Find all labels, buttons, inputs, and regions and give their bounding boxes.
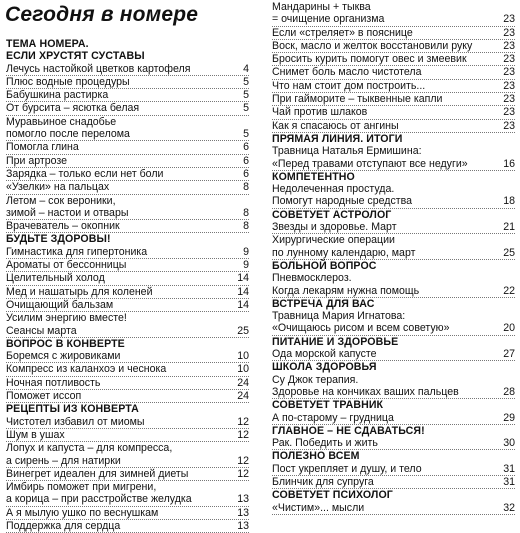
entry-page-number: 23 <box>503 26 515 39</box>
entry-title: а сирень – для натирки <box>6 454 121 467</box>
contents-entry <box>272 322 515 335</box>
contents-entry <box>6 63 249 76</box>
contents-entry <box>272 374 515 386</box>
contents-entry <box>272 310 515 322</box>
entry-page-number: 14 <box>237 285 249 298</box>
contents-entry <box>272 221 515 234</box>
contents-entry <box>6 520 249 533</box>
contents-entry <box>6 468 249 481</box>
entry-page-number: 12 <box>237 415 249 428</box>
entry-page-number: 31 <box>503 475 515 488</box>
entry-title: Поддержка для сердца <box>6 519 121 532</box>
contents-entry <box>272 437 515 450</box>
entry-title: «Узелки» на пальцах <box>6 181 110 194</box>
entry-page-number: 12 <box>237 428 249 441</box>
entry-title: Плюс водные процедуры <box>6 75 130 88</box>
section-heading <box>6 38 249 50</box>
entry-title: = очищение организма <box>272 13 385 26</box>
contents-entry <box>272 1 515 13</box>
contents-entry <box>6 507 249 520</box>
entry-title: Ароматы от бессонницы <box>6 259 127 272</box>
section-heading <box>6 338 249 350</box>
contents-entry <box>6 455 249 468</box>
entry-title: а корица – при расстройстве желудка <box>6 493 192 506</box>
entry-page-number: 9 <box>243 245 249 258</box>
entry-title: «Перед травами отступают все недуги» <box>272 157 468 170</box>
contents-entry <box>6 128 249 141</box>
section-heading-text: ПРЯМАЯ ЛИНИЯ. ИТОГИ <box>272 132 403 145</box>
entry-page-number: 23 <box>503 79 515 92</box>
entry-title: Помогла глина <box>6 141 79 154</box>
entry-title: Ночная потливость <box>6 376 101 389</box>
contents-entry <box>272 13 515 26</box>
contents-entry <box>272 285 515 298</box>
entry-page-number: 10 <box>237 350 249 363</box>
section-heading <box>272 171 515 183</box>
entry-page-number: 25 <box>503 246 515 259</box>
entry-title: Имбирь поможет при мигрени, <box>6 481 157 494</box>
entry-page-number: 13 <box>237 519 249 532</box>
contents-entry <box>272 386 515 399</box>
entry-title: «Чистим»... мысли <box>272 501 365 514</box>
entry-title: Целительный холод <box>6 272 105 285</box>
contents-entry <box>6 286 249 299</box>
contents-entry <box>6 325 249 338</box>
entry-title: зимой – настои и отвары <box>6 206 129 219</box>
section-heading <box>272 133 515 145</box>
contents-entry <box>6 390 249 403</box>
entry-page-number: 10 <box>237 363 249 376</box>
contents-entry <box>272 145 515 157</box>
contents-entry <box>6 272 249 285</box>
entry-page-number: 23 <box>503 106 515 119</box>
contents-entry <box>272 195 515 208</box>
entry-page-number: 14 <box>237 298 249 311</box>
entry-title: Гимнастика для гипертоника <box>6 245 148 258</box>
contents-entry <box>272 183 515 195</box>
contents-entry <box>6 195 249 207</box>
contents-column-right <box>272 1 515 515</box>
contents-entry <box>6 299 249 312</box>
entry-title: Блинчик для супруга <box>272 475 374 488</box>
section-heading <box>6 403 249 415</box>
section-heading-text: ПИТАНИЕ И ЗДОРОВЬЕ <box>272 335 399 348</box>
contents-entry <box>272 247 515 260</box>
section-heading-text: БУДЬТЕ ЗДОРОВЫ! <box>6 233 111 246</box>
entry-page-number: 29 <box>503 411 515 424</box>
section-heading-text: КОМПЕТЕНТНО <box>272 170 355 183</box>
contents-entry <box>6 429 249 442</box>
contents-entry <box>6 168 249 181</box>
entry-title: Поможет иссоп <box>6 390 82 403</box>
entry-page-number: 8 <box>243 181 249 194</box>
entry-page-number: 13 <box>237 493 249 506</box>
entry-page-number: 25 <box>237 324 249 337</box>
contents-entry <box>6 116 249 128</box>
contents-entry <box>6 246 249 259</box>
entry-title: Винегрет идеален для зимней диеты <box>6 467 189 480</box>
entry-page-number: 30 <box>503 437 515 450</box>
entry-page-number: 5 <box>243 128 249 141</box>
entry-page-number: 8 <box>243 220 249 233</box>
entry-page-number: 18 <box>503 195 515 208</box>
contents-entry <box>6 155 249 168</box>
entry-page-number: 8 <box>243 206 249 219</box>
entry-title: Звезды и здоровье. Март <box>272 221 397 234</box>
entry-title: А по-старому – грудница <box>272 411 394 424</box>
section-heading <box>272 450 515 462</box>
contents-entry <box>272 80 515 93</box>
entry-title: Пост укрепляет и душу, и тело <box>272 462 422 475</box>
section-heading-text: БОЛЬНОЙ ВОПРОС <box>272 259 377 272</box>
entry-title: по лунному календарю, март <box>272 246 416 259</box>
contents-entry <box>6 89 249 102</box>
entry-title: Снимет боль масло чистотела <box>272 66 422 79</box>
entry-title: Травница Наталья Ермишина: <box>272 145 422 158</box>
entry-title: Бабушкина растирка <box>6 89 109 102</box>
entry-page-number: 23 <box>503 39 515 52</box>
contents-entry <box>6 442 249 454</box>
entry-page-number: 5 <box>243 89 249 102</box>
entry-page-number: 23 <box>503 119 515 132</box>
entry-page-number: 24 <box>237 376 249 389</box>
entry-page-number: 32 <box>503 501 515 514</box>
entry-title: Если «стреляет» в пояснице <box>272 26 413 39</box>
entry-page-number: 24 <box>237 390 249 403</box>
entry-page-number: 27 <box>503 348 515 361</box>
entry-page-number: 5 <box>243 102 249 115</box>
entry-page-number: 20 <box>503 322 515 335</box>
section-heading <box>272 361 515 373</box>
contents-entry <box>272 348 515 361</box>
section-heading-text: ГЛАВНОЕ – НЕ СДАВАТЬСЯ! <box>272 424 425 437</box>
entry-title: Летом – сок вероники, <box>6 194 116 207</box>
entry-page-number: 21 <box>503 221 515 234</box>
contents-entry <box>272 27 515 40</box>
contents-entry <box>6 363 249 376</box>
contents-entry <box>272 234 515 246</box>
entry-title: Компресс из каланхоэ и чеснока <box>6 363 167 376</box>
entry-page-number: 31 <box>503 462 515 475</box>
entry-title: Рак. Победить и жить <box>272 437 378 450</box>
section-heading <box>272 399 515 411</box>
entry-title: Лопух и капуста – для компресса, <box>6 442 173 455</box>
contents-entry <box>6 102 249 115</box>
entry-title: Очищающий бальзам <box>6 298 114 311</box>
entry-title: Воск, масло и желток восстановили руку <box>272 39 473 52</box>
section-heading <box>272 209 515 221</box>
contents-entry <box>6 141 249 154</box>
entry-page-number: 14 <box>237 272 249 285</box>
section-heading <box>6 50 249 62</box>
entry-title: «Очищаюсь рисом и всем советую» <box>272 322 450 335</box>
section-heading-text: ШКОЛА ЗДОРОВЬЯ <box>272 361 377 374</box>
entry-title: Усилим энергию вместе! <box>6 312 127 325</box>
section-heading-text: ПОЛЕЗНО ВСЕМ <box>272 450 360 463</box>
entry-title: Помогут народные средства <box>272 195 412 208</box>
entry-page-number: 4 <box>243 62 249 75</box>
section-heading <box>272 336 515 348</box>
entry-page-number: 6 <box>243 167 249 180</box>
entry-title: Мед и нашатырь для коленей <box>6 285 153 298</box>
contents-entry <box>272 106 515 119</box>
entry-title: Пневмосклероз. <box>272 272 352 285</box>
entry-page-number: 23 <box>503 53 515 66</box>
section-heading <box>272 298 515 310</box>
entry-title: Бросить курить помогут овес и змеевик <box>272 53 467 66</box>
entry-title: Зарядка – только если нет боли <box>6 167 164 180</box>
entry-page-number: 23 <box>503 66 515 79</box>
contents-entry <box>272 272 515 284</box>
contents-entry <box>272 412 515 425</box>
contents-entry <box>6 481 249 493</box>
entry-page-number: 23 <box>503 13 515 26</box>
section-heading-text: ВОПРОС В КОНВЕРТЕ <box>6 337 125 350</box>
contents-entry <box>272 93 515 106</box>
entry-title: Мандарины + тыква <box>272 1 371 13</box>
entry-title: При гайморите – тыквенные капли <box>272 93 443 106</box>
contents-entry <box>272 158 515 171</box>
entry-page-number: 28 <box>503 385 515 398</box>
contents-entry <box>6 312 249 324</box>
entry-page-number: 6 <box>243 141 249 154</box>
entry-page-number: 6 <box>243 154 249 167</box>
entry-title: помогло после перелома <box>6 128 130 141</box>
contents-entry <box>272 53 515 66</box>
section-heading-text: РЕЦЕПТЫ ИЗ КОНВЕРТА <box>6 403 139 416</box>
section-heading <box>272 260 515 272</box>
section-heading-text: СОВЕТУЕТ ТРАВНИК <box>272 399 384 412</box>
contents-entry <box>6 493 249 506</box>
contents-column-left <box>6 38 249 533</box>
entry-title: Лечусь настойкой цветков картофеля <box>6 62 191 75</box>
page-title: Сегодня в номере <box>5 3 199 26</box>
contents-entry <box>6 259 249 272</box>
entry-title: Травница Мария Игнатова: <box>272 310 406 323</box>
entry-page-number: 12 <box>237 454 249 467</box>
contents-entry <box>6 220 249 233</box>
entry-title: Здоровье на кончиках ваших пальцев <box>272 385 459 398</box>
entry-title: Хирургические операции <box>272 234 395 247</box>
section-heading-text: ВСТРЕЧА ДЛЯ ВАС <box>272 297 375 310</box>
section-heading-text: ТЕМА НОМЕРА. <box>6 38 89 50</box>
entry-page-number: 13 <box>237 506 249 519</box>
entry-title: Ода морской капусте <box>272 348 377 361</box>
entry-title: При артрозе <box>6 154 68 167</box>
section-heading-text: СОВЕТУЕТ ПСИХОЛОГ <box>272 489 393 502</box>
section-heading-text: СОВЕТУЕТ АСТРОЛОГ <box>272 208 392 221</box>
entry-title: От бурсита – ясютка белая <box>6 102 140 115</box>
entry-title: Шум в ушах <box>6 428 65 441</box>
contents-entry <box>6 76 249 89</box>
entry-title: Муравьиное снадобье <box>6 115 117 128</box>
section-heading <box>6 233 249 245</box>
contents-entry <box>272 463 515 476</box>
entry-title: Чистотел избавил от миомы <box>6 415 145 428</box>
entry-title: Недолеченная простуда. <box>272 183 395 196</box>
contents-entry <box>6 377 249 390</box>
entry-title: Врачеватель – окопник <box>6 220 120 233</box>
section-heading <box>272 489 515 501</box>
entry-title: Что нам стоит дом построить... <box>272 79 426 92</box>
contents-entry <box>272 120 515 133</box>
entry-page-number: 12 <box>237 467 249 480</box>
entry-title: Боремся с жировиками <box>6 350 121 363</box>
entry-page-number: 22 <box>503 284 515 297</box>
entry-title: А я мылую ушко по веснушкам <box>6 506 159 519</box>
section-heading <box>272 425 515 437</box>
section-heading-text: ЕСЛИ ХРУСТЯТ СУСТАВЫ <box>6 50 145 63</box>
contents-entry <box>272 40 515 53</box>
contents-entry <box>272 476 515 489</box>
contents-entry <box>272 66 515 79</box>
entry-title: Чай против шлаков <box>272 106 368 119</box>
entry-page-number: 9 <box>243 259 249 272</box>
contents-entry <box>272 502 515 515</box>
entry-title: Как я спасаюсь от ангины <box>272 119 399 132</box>
entry-title: Сеансы марта <box>6 324 77 337</box>
contents-entry <box>6 207 249 220</box>
entry-page-number: 16 <box>503 157 515 170</box>
contents-entry <box>6 416 249 429</box>
contents-entry <box>6 350 249 363</box>
entry-title: Когда лекарям нужна помощь <box>272 284 420 297</box>
entry-title: Су Джок терапия. <box>272 373 359 386</box>
contents-entry <box>6 181 249 194</box>
entry-page-number: 5 <box>243 75 249 88</box>
entry-page-number: 23 <box>503 93 515 106</box>
